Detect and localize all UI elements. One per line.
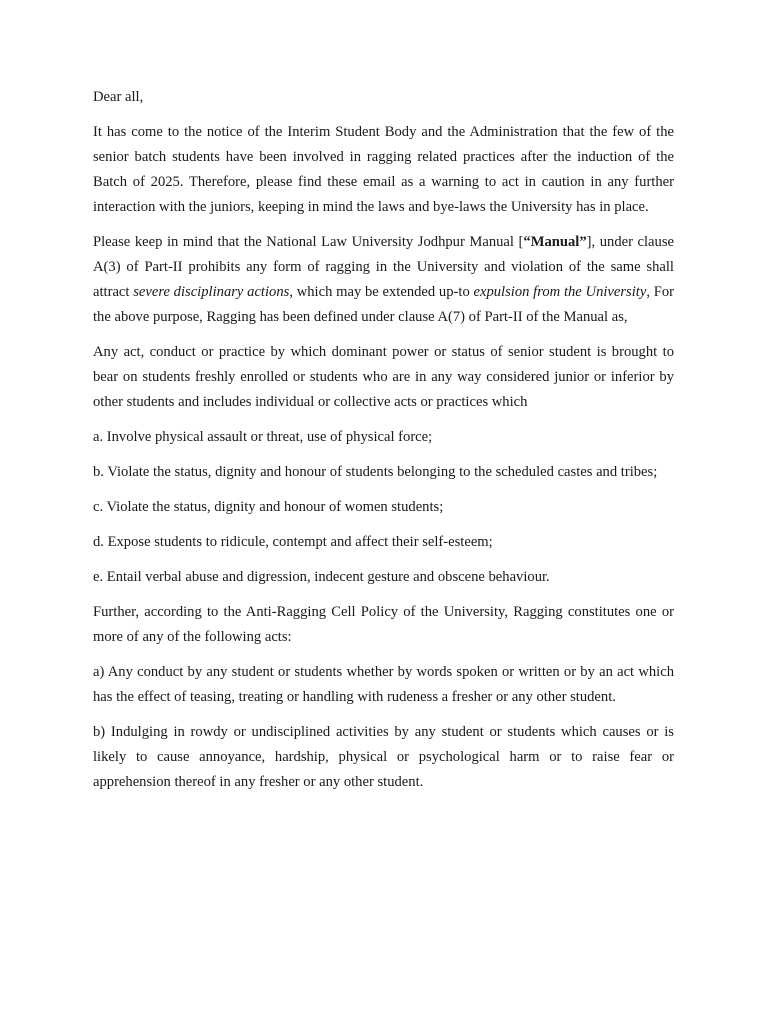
definition-item: e. Entail verbal abuse and digression, indecent gesture and obscene behaviour. xyxy=(93,569,550,585)
paragraph-notice: It has come to the notice of the Interim Student Body and the Administration that the few of the senior batch students have been involved in ragging related practices after the induction of the Batch of 2025. Therefore, please find these email as a warning to act in caution in any further interaction with the juniors, keeping in mind the laws and bye-laws the University has in place. xyxy=(93,124,674,215)
manual-text-4: , For the above purpose, Ragging has been defined under clause A(7) of Part-II of the Manual as, xyxy=(93,284,674,325)
manual-text-1: Please keep in mind that the National Law University Jodhpur Manual [ xyxy=(93,234,524,250)
policy-item: b) Indulging in rowdy or undisciplined activities by any student or students which causes or is likely to cause annoyance, hardship, physical or psychological harm or to raise fear or apprehension thereof in any fresher or any other student. xyxy=(93,724,674,790)
manual-italic-actions: severe disciplinary actions xyxy=(133,284,290,300)
manual-italic-expulsion: expulsion from the University xyxy=(473,284,647,300)
manual-bold-term: “Manual” xyxy=(523,234,587,250)
paragraph-manual xyxy=(93,230,674,330)
manual-text-2: ], under clause A(3) of Part-II prohibits any form of ragging in the University and violation of the same shall attract xyxy=(93,234,674,300)
definition-item: a. Involve physical assault or threat, use of physical force; xyxy=(93,429,433,445)
definition-intro: Any act, conduct or practice by which dominant power or status of senior student is brought to bear on students freshly enrolled or students who are in any way considered junior or inferior by other students and includes individual or collective acts or practices which xyxy=(93,344,674,410)
policy-item: a) Any conduct by any student or students whether by words spoken or written or by an act which has the effect of teasing, treating or handling with rudeness a fresher or any other student. xyxy=(93,664,674,705)
greeting: Dear all, xyxy=(93,89,144,105)
definition-item: b. Violate the status, dignity and honour of students belonging to the scheduled castes and tribes; xyxy=(93,464,658,480)
policy-intro: Further, according to the Anti-Ragging Cell Policy of the University, Ragging constitutes one or more of any of the following acts: xyxy=(93,604,674,645)
document-body xyxy=(93,85,674,805)
definition-item: d. Expose students to ridicule, contempt and affect their self-esteem; xyxy=(93,534,493,550)
definition-item: c. Violate the status, dignity and honour of women students; xyxy=(93,499,444,515)
manual-text-3: , which may be extended up-to xyxy=(289,284,474,300)
